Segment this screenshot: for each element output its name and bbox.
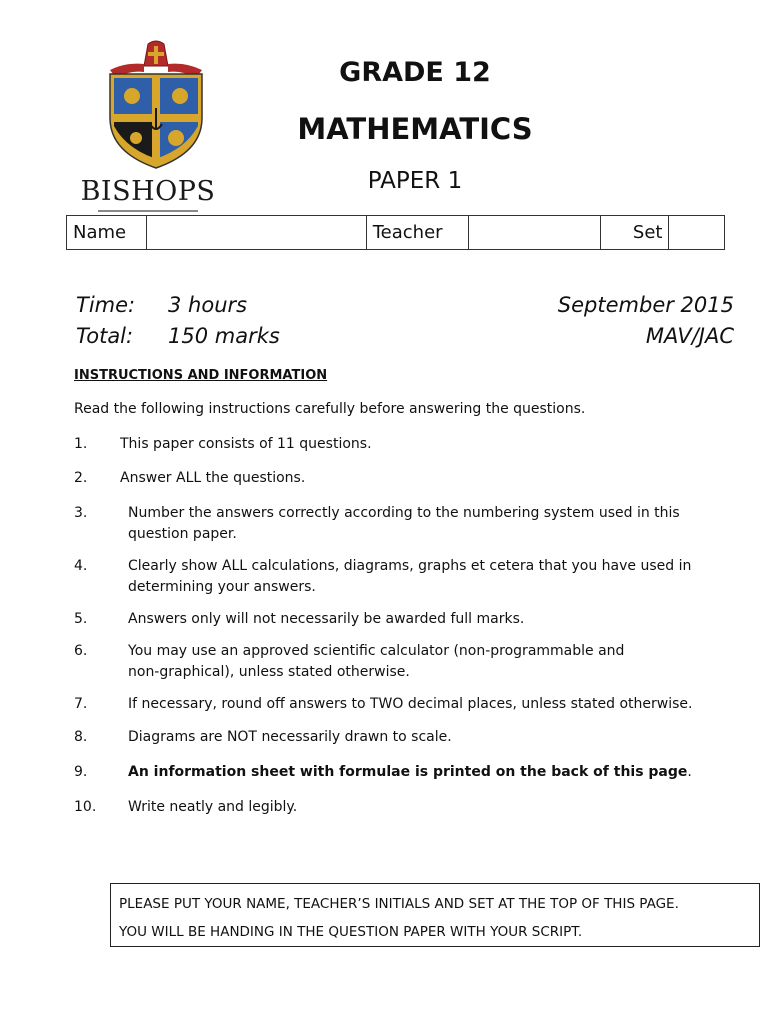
school-crest-logo (96, 40, 216, 175)
instruction-text: You may use an approved scientific calculator (non-programmable and non-graphical), unless stated otherwise. (128, 643, 625, 680)
instruction-number: 4. (74, 558, 88, 574)
notice-line-1: PLEASE PUT YOUR NAME, TEACHER’S INITIALS AND SET AT THE TOP OF THIS PAGE. (119, 896, 679, 912)
instruction-text: This paper consists of 11 questions. (120, 436, 372, 452)
instruction-number: 10. (74, 799, 97, 815)
examiner-initials: MAV/JAC (645, 324, 734, 348)
total-value: 150 marks (168, 324, 280, 348)
name-field[interactable] (146, 216, 366, 250)
set-field[interactable] (669, 216, 725, 250)
notice-line-2: YOU WILL BE HANDING IN THE QUESTION PAPER WITH YOUR SCRIPT. (119, 924, 583, 940)
instruction-text: Number the answers correctly according to the numbering system used in this question paper. (128, 505, 680, 542)
paper-title: PAPER 1 (367, 168, 463, 194)
set-label: Set (600, 216, 669, 250)
instruction-number: 2. (74, 470, 88, 486)
time-value: 3 hours (168, 293, 248, 317)
teacher-label: Teacher (366, 216, 468, 250)
instruction-number: 8. (74, 729, 88, 745)
instruction-number: 7. (74, 696, 88, 712)
instruction-text-suffix: . (687, 764, 692, 780)
subject-title: MATHEMATICS (297, 112, 533, 146)
instruction-text-bold: An information sheet with formulae is printed on the back of this page (128, 764, 688, 780)
school-name-underline (98, 210, 198, 212)
instruction-number: 5. (74, 611, 88, 627)
time-label: Time: (76, 293, 136, 317)
teacher-field[interactable] (468, 216, 600, 250)
instruction-text (128, 762, 728, 783)
instructions-intro: Read the following instructions carefully before answering the questions. (74, 401, 586, 417)
instruction-text: Clearly show ALL calculations, diagrams, graphs et cetera that you have used in determining your answers. (128, 558, 692, 595)
hand-in-notice-box (110, 883, 760, 947)
name-label: Name (67, 216, 147, 250)
instruction-text: If necessary, round off answers to TWO decimal places, unless stated otherwise. (128, 696, 693, 712)
instruction-text: Diagrams are NOT necessarily drawn to scale. (128, 729, 452, 745)
exam-date: September 2015 (557, 293, 734, 317)
school-name: BISHOPS (80, 176, 216, 207)
instruction-text: Answers only will not necessarily be awarded full marks. (128, 611, 525, 627)
instruction-number: 9. (74, 764, 88, 780)
instruction-text: Answer ALL the questions. (120, 470, 306, 486)
total-label: Total: (76, 324, 134, 348)
instruction-number: 6. (74, 643, 88, 659)
student-identification-table (66, 215, 725, 250)
instruction-number: 3. (74, 505, 88, 521)
instruction-number: 1. (74, 436, 88, 452)
grade-title: GRADE 12 (339, 57, 491, 88)
instructions-heading: INSTRUCTIONS AND INFORMATION (74, 368, 328, 383)
instruction-text: Write neatly and legibly. (128, 799, 298, 815)
